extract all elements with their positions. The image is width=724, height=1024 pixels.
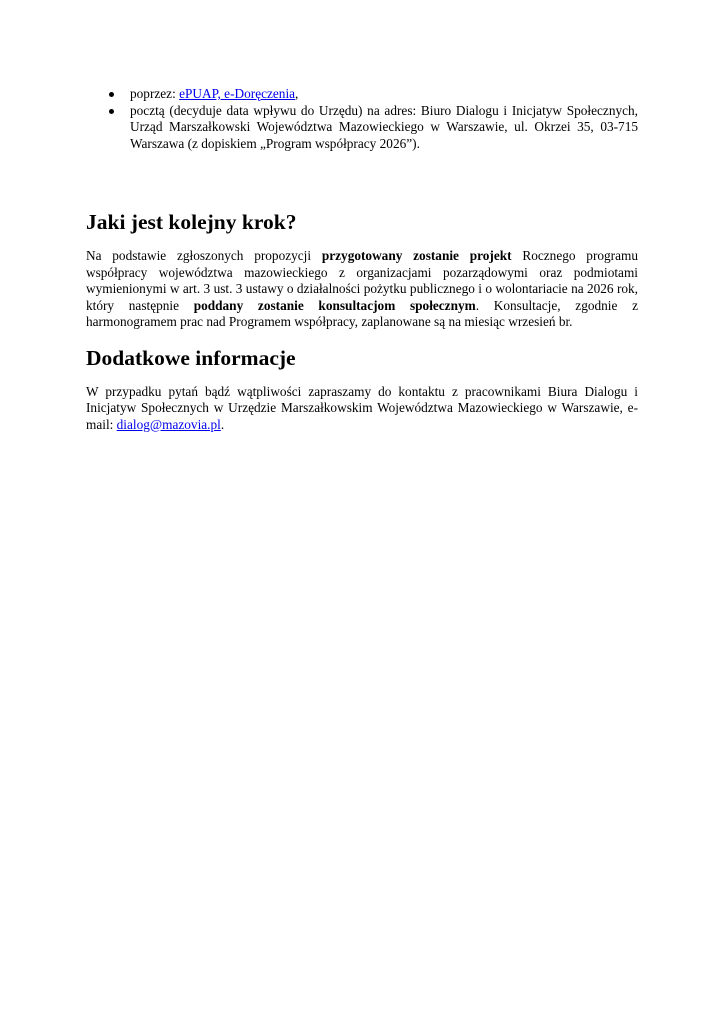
next-step-heading: Jaki jest kolejny krok? <box>86 210 297 234</box>
additional-info-text: W przypadku pytań bądź wątpliwości zapraszamy do kontaktu z pracownikami Biura Dialogu i Inicjatyw Społecznych w Urzędzie Marszałkowskim Województwa Mazowieckiego w Warszawie, e-mail: <box>86 383 638 432</box>
next-step-text-3: . Konsultacje, zgodnie z harmonogramem prac nad Programem współpracy, zaplanowane są na miesiąc wrzesień br. <box>86 297 638 329</box>
bullet-prefix: poprzez: <box>130 86 180 101</box>
bullet-suffix: , <box>295 86 299 101</box>
bullet-icon <box>109 92 114 97</box>
next-step-bold-2: poddany zostanie konsultacjom społecznym <box>193 297 476 313</box>
list-item-post <box>86 103 638 153</box>
next-step-text-1: Na podstawie zgłoszonych propozycji <box>86 248 322 263</box>
email-link[interactable]: dialog@mazovia.pl <box>116 416 221 432</box>
bullet-icon <box>109 109 114 114</box>
additional-info-end: . <box>220 416 225 432</box>
submission-methods-list <box>86 86 638 152</box>
bullet-post-text: pocztą (decyduje data wpływu do Urzędu) na adres: Biuro Dialogu i Inicjatyw Społecznych, Urząd Marszałkowski Województwa Mazowieckiego w Warszawie, ul. Okrzei 35, 03-715 Warszawa (z dopiskiem „Program współpracy 2026”). <box>130 102 638 151</box>
next-step-paragraph <box>86 248 638 331</box>
next-step-bold-1: przygotowany zostanie projekt <box>321 248 512 263</box>
next-step-text-2: Rocznego programu współpracy województwa mazowieckiego z organizacjami pozarządowymi oraz podmiotami wymienionymi w art. 3 ust. 3 ustawy o działalności pożytku publicznego i o wolontariacie na 2026 rok, który następnie <box>86 248 638 313</box>
additional-info-heading: Dodatkowe informacje <box>86 345 296 370</box>
list-item-epuap <box>86 86 638 103</box>
epuap-link[interactable]: ePUAP, e-Doręczenia <box>179 86 296 101</box>
additional-info-paragraph <box>86 384 638 434</box>
document-content <box>86 86 638 433</box>
